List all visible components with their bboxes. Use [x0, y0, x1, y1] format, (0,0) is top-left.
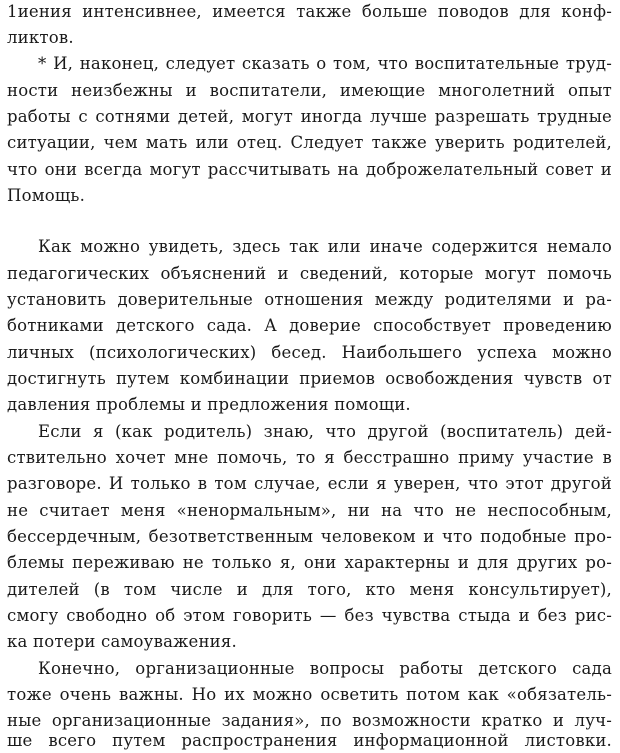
text-line: что они всегда могут рассчитывать на доброжелательный совет и — [7, 160, 612, 179]
text-line: ные организационные задания», по возможности кратко и луч- — [7, 711, 612, 730]
text-line: смогу свободно об этом говорить — без чувства стыда и без рис- — [7, 606, 612, 625]
text-line: педагогических объяснений и сведений, которые могут помочь — [7, 264, 612, 283]
text-line: личных (психологических) бесед. Наибольшего успеха можно — [7, 343, 612, 362]
text-line: ше всего путем распространения информационной листовки. — [7, 731, 612, 750]
text-line: работы с сотнями детей, могут иногда лучше разрешать трудные — [7, 107, 612, 126]
text-line: бессердечным, безответственным человеком и что подобные про- — [7, 527, 612, 546]
text-line: 1иения интенсивнее, имеется также больше поводов для конф- — [7, 2, 612, 21]
text-line: Конечно, организационные вопросы работы детского сада — [38, 659, 612, 678]
text-line: * И, наконец, следует сказать о том, что воспитательные труд- — [38, 54, 612, 73]
text-line: давления проблемы и предложения помощи. — [7, 395, 411, 414]
text-line: достигнуть путем комбинации приемов освобождения чувств от — [7, 369, 612, 388]
text-line: дителей (в том числе и для того, кто меня консультирует), — [7, 580, 612, 599]
text-line: ствительно хочет мне помочь, то я бесстрашно приму участие в — [7, 448, 612, 467]
text-line: Если я (как родитель) знаю, что другой (воспитатель) дей- — [38, 422, 612, 441]
text-line: ликтов. — [7, 28, 74, 47]
text-line: Как можно увидеть, здесь так или иначе содержится немало — [38, 237, 612, 256]
text-line: ка потери самоуважения. — [7, 632, 237, 651]
text-line: установить доверительные отношения между родителями и ра- — [7, 290, 612, 309]
text-line: тоже очень важны. Но их можно осветить потом как «обязатель- — [7, 685, 612, 704]
text-line: не считает меня «ненормальным», ни на что не неспособным, — [7, 501, 612, 520]
text-line: ботниками детского сада. А доверие способствует проведению — [7, 316, 612, 335]
text-line: Помощь. — [7, 186, 86, 205]
text-line: блемы переживаю не только я, они характерны и для других ро- — [7, 553, 612, 572]
text-line: ности неизбежны и воспитатели, имеющие многолетний опыт — [7, 81, 612, 100]
text-line: разговоре. И только в том случае, если я уверен, что этот другой — [7, 474, 612, 493]
text-line: ситуации, чем мать или отец. Следует также уверить родителей, — [7, 133, 612, 152]
